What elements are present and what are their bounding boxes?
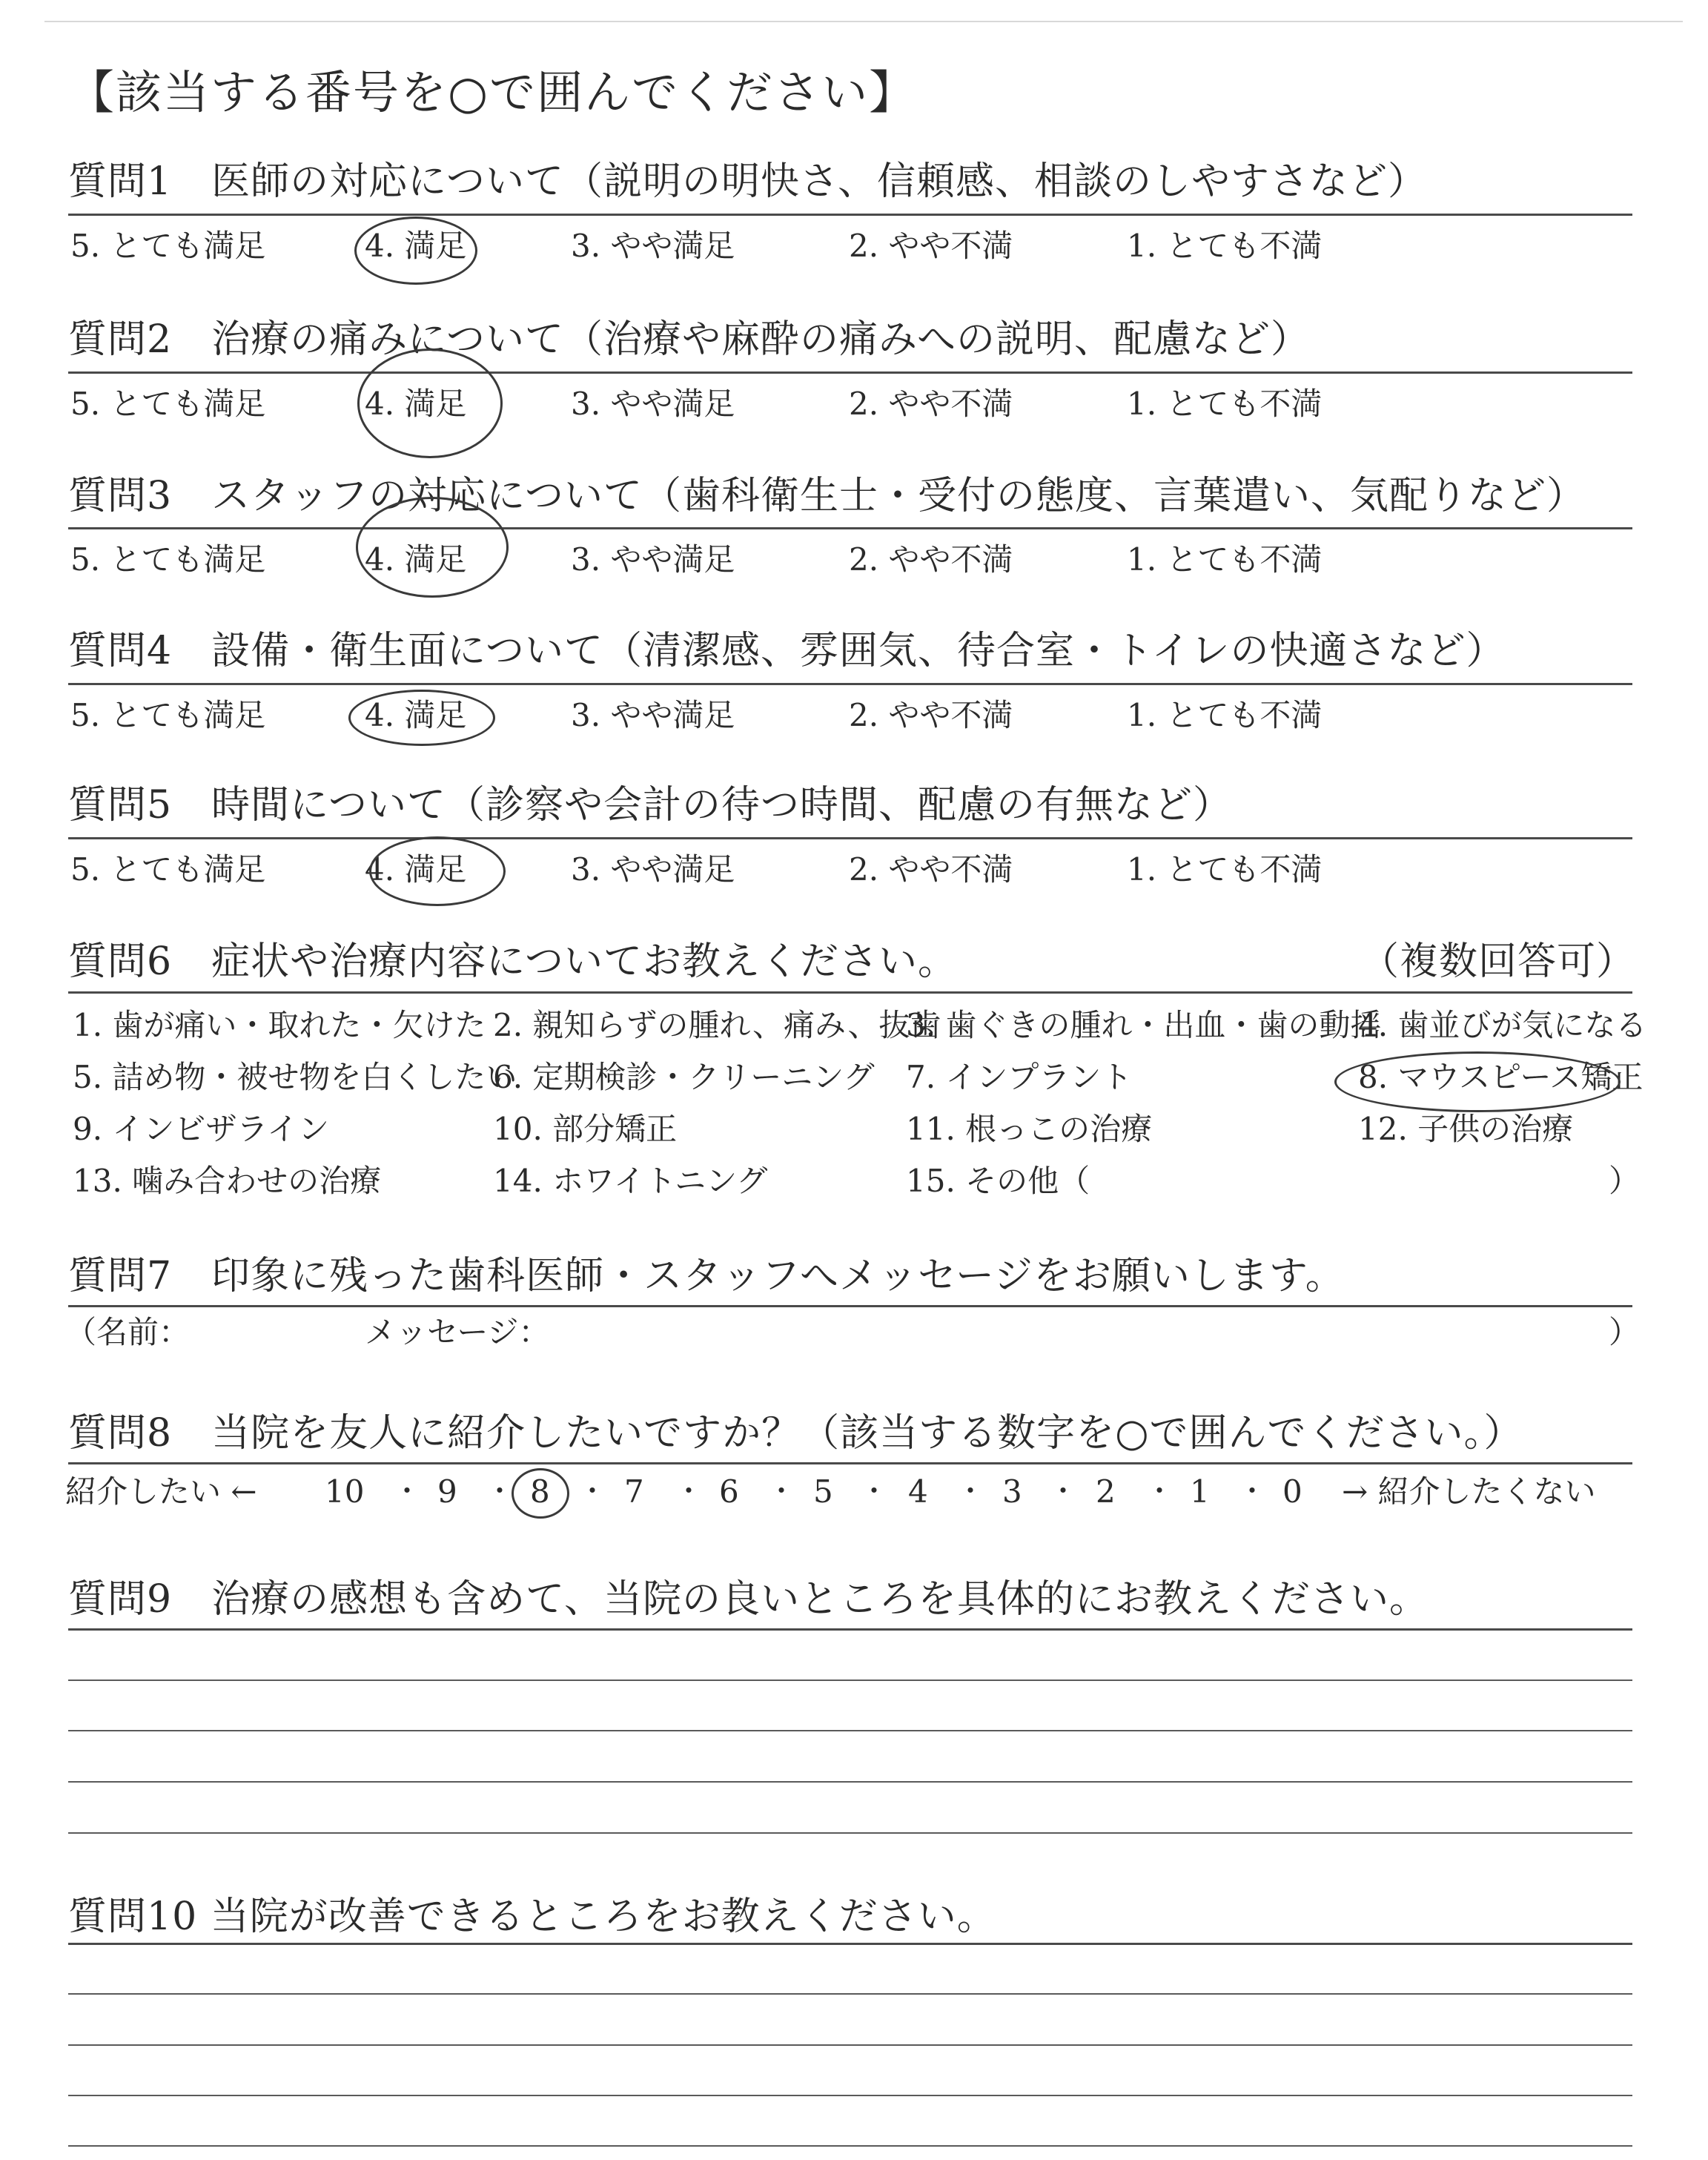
q5-selection-circle xyxy=(369,836,506,906)
q2-option-5[interactable]: 5. とても満足 xyxy=(70,386,266,422)
q2-selection-circle xyxy=(357,349,503,458)
q4-option-3[interactable]: 3. やや満足 xyxy=(571,697,735,733)
q9-title: 質問9 治療の感想も含めて、当院の良いところを具体的にお教えください。 xyxy=(68,1577,1429,1622)
q3-option-5[interactable]: 5. とても満足 xyxy=(70,541,266,578)
q3-rule xyxy=(68,527,1632,529)
q10-answer-line[interactable] xyxy=(68,1993,1632,1995)
q5-title: 質問5 時間について（診察や会計の待つ時間、配慮の有無など） xyxy=(68,783,1233,828)
q6-option-12[interactable]: 12. 子供の治療 xyxy=(1358,1111,1574,1147)
q10-answer-line[interactable] xyxy=(68,2145,1632,2147)
q3-option-4[interactable]: 4. 満足 xyxy=(365,541,467,578)
q1-option-5[interactable]: 5. とても満足 xyxy=(70,228,266,264)
q6-option-13[interactable]: 13. 噛み合わせの治療 xyxy=(73,1163,382,1199)
q2-option-4[interactable]: 4. 満足 xyxy=(365,386,467,422)
q8-dot: ・ xyxy=(767,1475,796,1507)
q7-name-label: （名前： xyxy=(65,1314,191,1350)
q4-rule xyxy=(68,683,1632,685)
q1-rule xyxy=(68,214,1632,216)
q2-option-2[interactable]: 2. やや不満 xyxy=(849,386,1013,422)
q6-multi-note: （複数回答可） xyxy=(1360,939,1636,984)
q8-title: 質問8 当院を友人に紹介したいですか？（該当する数字を○で囲んでください。） xyxy=(68,1411,1523,1456)
q8-right-label: → 紹介したくない xyxy=(1342,1473,1596,1510)
q6-option-15[interactable]: 15. その他（ xyxy=(906,1163,1090,1199)
q8-left-label: 紹介したい ← xyxy=(65,1473,257,1510)
q6-other-close: ） xyxy=(1609,1163,1641,1199)
q8-dot: ・ xyxy=(1238,1475,1267,1507)
q6-option-14[interactable]: 14. ホワイトニング xyxy=(493,1163,768,1199)
q9-rule xyxy=(68,1628,1632,1631)
q8-number-9[interactable]: 9 xyxy=(437,1473,457,1510)
q9-answer-line[interactable] xyxy=(68,1680,1632,1681)
q4-option-1[interactable]: 1. とても不満 xyxy=(1127,697,1323,733)
q4-option-4[interactable]: 4. 満足 xyxy=(365,697,467,733)
q8-dot: ・ xyxy=(675,1475,704,1507)
q6-option-3[interactable]: 3. 歯ぐきの腫れ・出血・歯の動揺 xyxy=(906,1007,1382,1043)
q6-option-1[interactable]: 1. 歯が痛い・取れた・欠けた xyxy=(73,1007,486,1043)
q9-answer-line[interactable] xyxy=(68,1781,1632,1783)
q6-selection-circle xyxy=(1334,1051,1621,1112)
q6-option-4[interactable]: 4. 歯並びが気になる xyxy=(1358,1007,1647,1043)
q2-option-1[interactable]: 1. とても不満 xyxy=(1127,386,1323,422)
q6-option-5[interactable]: 5. 詰め物・被せ物を白くしたい xyxy=(73,1059,517,1095)
q8-number-6[interactable]: 6 xyxy=(719,1473,739,1510)
q4-title: 質問4 設備・衛生面について（清潔感、雰囲気、待合室・トイレの快適さなど） xyxy=(68,629,1506,673)
q8-dot: ・ xyxy=(393,1475,422,1507)
q6-option-11[interactable]: 11. 根っこの治療 xyxy=(906,1111,1153,1147)
q8-number-5[interactable]: 5 xyxy=(813,1473,833,1510)
q3-selection-circle xyxy=(356,497,509,598)
form-title: 【該当する番号を○で囲んでください】 xyxy=(68,65,917,119)
q8-selection-circle xyxy=(512,1468,569,1519)
q6-option-10[interactable]: 10. 部分矯正 xyxy=(493,1111,678,1147)
q3-title: 質問3 スタッフの対応について（歯科衛生士・受付の態度、言葉遣い、気配りなど） xyxy=(68,474,1586,518)
q1-option-4[interactable]: 4. 満足 xyxy=(365,228,467,264)
q3-option-3[interactable]: 3. やや満足 xyxy=(571,541,735,578)
q5-option-3[interactable]: 3. やや満足 xyxy=(571,851,735,888)
q8-number-4[interactable]: 4 xyxy=(908,1473,928,1510)
q8-dot: ・ xyxy=(578,1475,607,1507)
q1-title: 質問1 医師の対応について（説明の明快さ、信頼感、相談のしやすさなど） xyxy=(68,159,1427,204)
q8-dot: ・ xyxy=(860,1475,889,1507)
q10-answer-line[interactable] xyxy=(68,2095,1632,2096)
q5-option-2[interactable]: 2. やや不満 xyxy=(849,851,1013,888)
scan-top-edge xyxy=(44,21,1683,22)
q2-title: 質問2 治療の痛みについて（治療や麻酔の痛みへの説明、配慮など） xyxy=(68,317,1311,362)
q10-title: 質問10 当院が改善できるところをお教えください。 xyxy=(68,1895,996,1939)
q6-option-6[interactable]: 6. 定期検診・クリーニング xyxy=(493,1059,875,1095)
q10-answer-line[interactable] xyxy=(68,2044,1632,2046)
q6-option-7[interactable]: 7. インプラント xyxy=(906,1059,1133,1095)
q4-option-5[interactable]: 5. とても満足 xyxy=(70,697,266,733)
q8-rule xyxy=(68,1462,1632,1464)
q8-dot: ・ xyxy=(956,1475,985,1507)
q6-title: 質問6 症状や治療内容についてお教えください。 xyxy=(68,939,958,984)
q8-number-1[interactable]: 1 xyxy=(1190,1473,1210,1510)
q2-option-3[interactable]: 3. やや満足 xyxy=(571,386,735,422)
q5-rule xyxy=(68,837,1632,839)
q3-option-2[interactable]: 2. やや不満 xyxy=(849,541,1013,578)
q8-number-3[interactable]: 3 xyxy=(1002,1473,1022,1510)
q5-option-5[interactable]: 5. とても満足 xyxy=(70,851,266,888)
q1-option-3[interactable]: 3. やや満足 xyxy=(571,228,735,264)
q1-selection-circle xyxy=(354,217,477,285)
q8-number-8[interactable]: 8 xyxy=(530,1473,550,1510)
q2-rule xyxy=(68,371,1632,374)
q9-answer-line[interactable] xyxy=(68,1730,1632,1731)
q6-rule xyxy=(68,991,1632,994)
q8-number-2[interactable]: 2 xyxy=(1096,1473,1116,1510)
q7-rule xyxy=(68,1305,1632,1307)
q6-option-8[interactable]: 8. マウスピース矯正 xyxy=(1358,1059,1644,1095)
q10-rule xyxy=(68,1943,1632,1945)
q3-option-1[interactable]: 1. とても不満 xyxy=(1127,541,1323,578)
q6-option-9[interactable]: 9. インビザライン xyxy=(73,1111,330,1147)
q5-option-4[interactable]: 4. 満足 xyxy=(365,851,467,888)
q8-number-0[interactable]: 0 xyxy=(1282,1473,1302,1510)
q7-message-label: メッセージ： xyxy=(365,1314,550,1350)
q8-dot: ・ xyxy=(1049,1475,1078,1507)
q8-number-10[interactable]: 10 xyxy=(325,1473,365,1510)
q7-title: 質問7 印象に残った歯科医師・スタッフへメッセージをお願いします。 xyxy=(68,1254,1345,1298)
q8-dot: ・ xyxy=(486,1475,514,1507)
q6-option-2[interactable]: 2. 親知らずの腫れ、痛み、抜歯 xyxy=(493,1007,941,1043)
q1-option-1[interactable]: 1. とても不満 xyxy=(1127,228,1323,264)
q9-answer-line[interactable] xyxy=(68,1832,1632,1834)
q7-close: ） xyxy=(1609,1314,1641,1350)
q8-number-7[interactable]: 7 xyxy=(624,1473,644,1510)
q4-selection-circle xyxy=(348,690,495,746)
q1-option-2[interactable]: 2. やや不満 xyxy=(849,228,1013,264)
q4-option-2[interactable]: 2. やや不満 xyxy=(849,697,1013,733)
q5-option-1[interactable]: 1. とても不満 xyxy=(1127,851,1323,888)
q8-dot: ・ xyxy=(1145,1475,1174,1507)
